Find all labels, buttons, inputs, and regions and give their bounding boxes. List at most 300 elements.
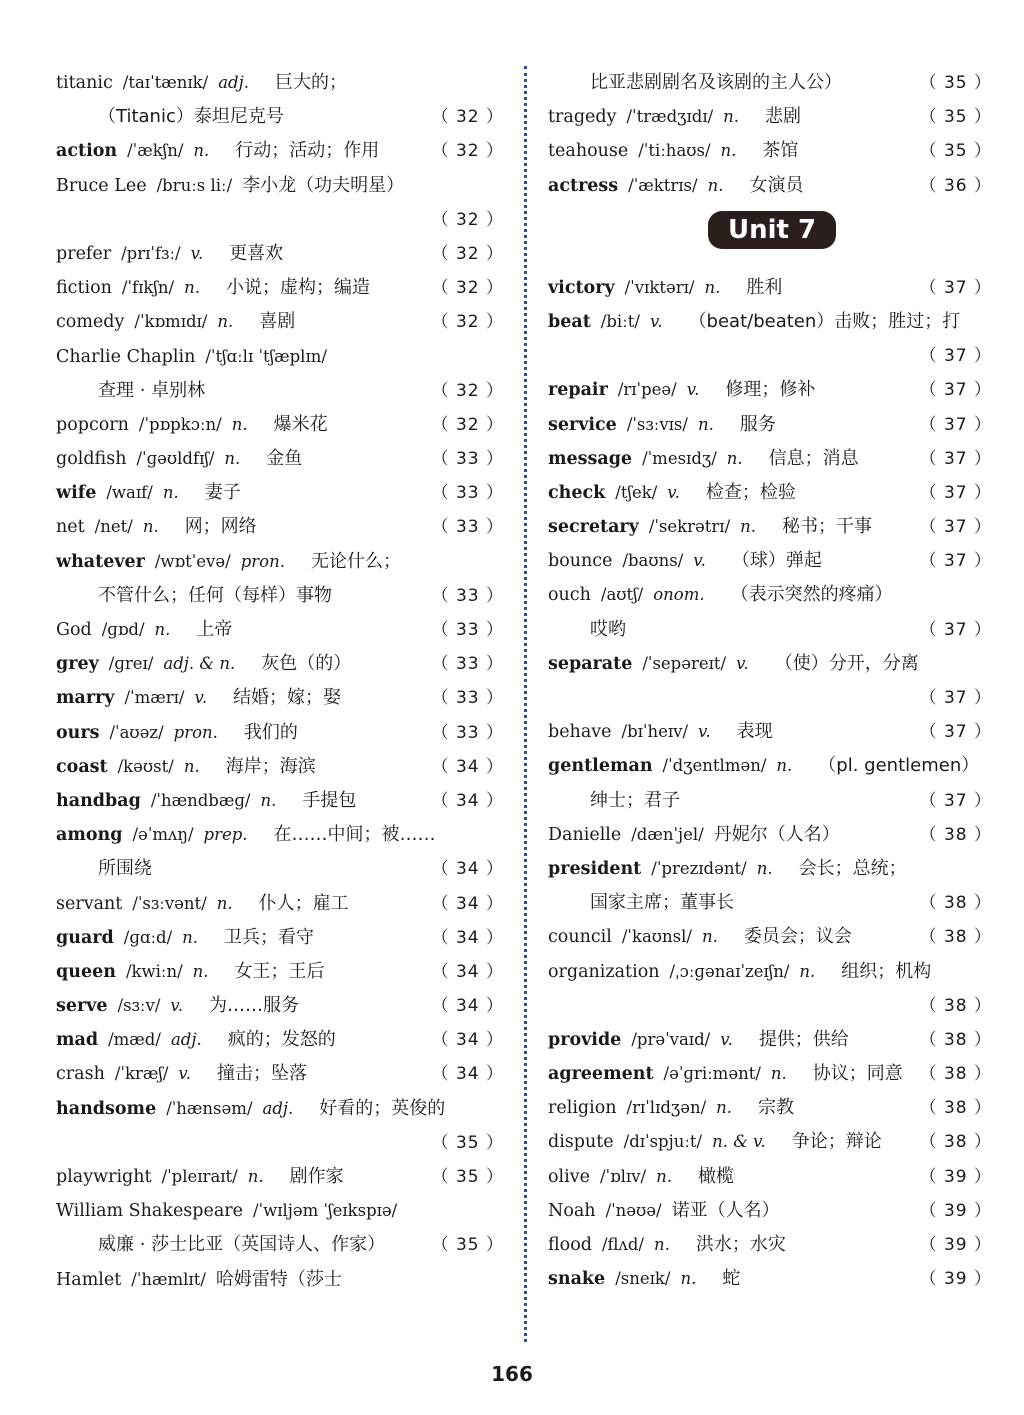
vocab-page-ref: （ 37 ）: [919, 517, 992, 538]
vocab-word: titanic: [56, 73, 113, 93]
vocab-entry: [56, 545, 504, 579]
vocab-word: service: [548, 414, 617, 435]
vocab-meaning: （pl. gentlemen）: [818, 755, 980, 777]
vocab-phonetic: /ˈhæmlɪt/: [131, 1269, 206, 1289]
vocab-part-of-speech: v.: [667, 482, 680, 502]
vocab-phonetic: /tʃek/: [615, 482, 658, 502]
vocab-page-ref: （ 37 ）: [919, 448, 992, 469]
vocab-page-ref: （ 39 ）: [919, 1235, 992, 1255]
vocab-phonetic: /ˈsɜːvənt/: [132, 893, 207, 913]
vocab-entry: [548, 920, 992, 954]
vocab-part-of-speech: n.: [142, 517, 159, 537]
vocab-entry: [56, 134, 504, 168]
vocab-part-of-speech: v.: [178, 1064, 191, 1084]
vocab-word: queen: [56, 961, 116, 982]
vocab-word: message: [548, 448, 633, 469]
vocab-word: religion: [548, 1098, 617, 1119]
vocab-part-of-speech: n.: [776, 756, 793, 776]
vocab-part-of-speech: v.: [194, 688, 208, 708]
vocab-entry: [548, 544, 992, 578]
vocab-part-of-speech: n.: [231, 414, 248, 434]
vocab-meaning: 茶馆: [762, 140, 799, 162]
vocab-part-of-speech: n. & v.: [712, 1132, 766, 1152]
vocab-meaning: 剧作家: [289, 1166, 344, 1187]
vocab-part-of-speech: n.: [162, 483, 179, 503]
vocab-meaning: 李小龙（功夫明星）: [242, 174, 405, 196]
vocab-entry: [56, 169, 504, 203]
vocab-page-ref: （ 32 ）: [431, 107, 504, 128]
vocab-page-ref: （ 33 ）: [431, 483, 504, 504]
vocab-word: guard: [56, 927, 114, 948]
vocab-phonetic: /ˈnəʊə/: [605, 1200, 662, 1220]
vocab-meaning: 妻子: [204, 482, 241, 504]
vocab-page-ref: （ 39 ）: [919, 1166, 992, 1187]
vocab-page-ref: （ 39 ）: [919, 1269, 992, 1290]
vocab-word: secretary: [548, 517, 639, 538]
vocab-phonetic: /ˈkaʊnsl/: [621, 927, 692, 947]
vocab-page-ref: （ 37 ）: [919, 482, 992, 503]
vocab-part-of-speech: n.: [247, 1167, 264, 1186]
vocab-meaning: 上帝: [196, 619, 233, 640]
vocab-part-of-speech: adj.: [170, 1030, 202, 1050]
vocab-word: serve: [56, 996, 108, 1017]
vocab-phonetic: /ˈæktrɪs/: [628, 175, 698, 195]
vocab-phonetic: /ˈmærɪ/: [124, 688, 185, 708]
vocab-page-ref: （ 33 ）: [431, 688, 504, 709]
vocab-word: dispute: [548, 1132, 614, 1153]
vocab-word: olive: [548, 1166, 590, 1187]
vocab-entry: [56, 66, 504, 100]
vocab-part-of-speech: pron.: [240, 551, 285, 571]
vocab-word: separate: [548, 653, 633, 674]
vocab-part-of-speech: pron.: [173, 722, 218, 742]
vocab-word: provide: [548, 1029, 622, 1050]
vocab-meaning: 哎哟: [590, 618, 626, 640]
vocab-page-ref: （ 32 ）: [431, 312, 504, 333]
vocab-entry: [56, 374, 504, 408]
vocab-meaning: 提供；供给: [758, 1028, 849, 1050]
vocab-meaning: 信息；消息: [768, 447, 859, 469]
vocab-meaning: （beat/beaten）击败；胜过；打: [688, 310, 961, 332]
vocab-word: mad: [56, 1030, 99, 1051]
vocab-phonetic: /flʌd/: [601, 1235, 644, 1254]
vocab-part-of-speech: n.: [726, 448, 743, 468]
vocab-entry: [548, 578, 992, 612]
vocab-page-ref: （ 33 ）: [431, 517, 504, 538]
vocab-phonetic: /ˈvɪktərɪ/: [624, 277, 695, 297]
vocab-entry: [548, 305, 992, 339]
vocab-meaning: 在……中间；被……: [273, 824, 436, 846]
vocab-part-of-speech: adj.: [262, 1098, 294, 1118]
vocab-phonetic: /ˈfɪkʃn/: [121, 278, 175, 298]
vocab-phonetic: /dænˈjel/: [631, 824, 704, 844]
vocab-meaning: 宗教: [758, 1097, 795, 1119]
vocab-part-of-speech: n.: [799, 961, 816, 981]
vocab-part-of-speech: onom.: [653, 585, 705, 605]
vocab-entry: [56, 340, 504, 374]
vocab-meaning: 卫兵；看守: [224, 926, 315, 948]
vocab-word: handsome: [56, 1098, 157, 1119]
vocab-phonetic: /prəˈvaɪd/: [631, 1029, 711, 1049]
vocab-phonetic: /əˈmʌŋ/: [132, 825, 194, 845]
unit-heading: Unit 7: [708, 211, 836, 249]
vocab-page-ref: （ 35 ）: [919, 141, 992, 162]
vocab-entry: [548, 852, 992, 886]
vocab-page-ref: （ 33 ）: [431, 654, 504, 675]
vocab-page-ref: （ 35 ）: [431, 1235, 504, 1256]
vocab-phonetic: /net/: [94, 517, 133, 537]
vocab-word: fiction: [56, 278, 112, 299]
vocab-entry: [56, 100, 504, 134]
vocab-entry: [548, 373, 992, 407]
vocab-word: prefer: [56, 243, 112, 264]
vocab-meaning: 疯的；发怒的: [227, 1029, 336, 1051]
vocab-page-ref: （ 33 ）: [431, 722, 504, 743]
vocab-entry: [548, 100, 992, 134]
vocab-phonetic: /taɪˈtænɪk/: [122, 73, 209, 92]
vocab-entry: [548, 408, 992, 442]
vocab-page-ref: （ 35 ）: [431, 1167, 504, 1187]
vocab-phonetic: /ˈsɜːvɪs/: [626, 414, 688, 434]
vocab-meaning: （球）弹起: [731, 550, 822, 572]
vocab-page-ref: （ 37 ）: [919, 346, 992, 367]
vocab-meaning: 撞击；坠落: [217, 1063, 307, 1085]
vocab-phonetic: /ɡɑːd/: [123, 927, 173, 947]
vocab-meaning: 行动；活动；作用: [235, 140, 380, 162]
vocab-page-ref: （ 37 ）: [919, 277, 992, 298]
vocab-entry: [548, 1262, 992, 1296]
vocab-entry: [56, 476, 504, 510]
vocab-meaning: 协议；同意: [812, 1063, 903, 1085]
vocab-entry: [548, 886, 992, 920]
vocab-entry: [548, 1160, 992, 1194]
vocab-word: agreement: [548, 1064, 654, 1085]
vocab-entry: [56, 989, 504, 1023]
vocab-part-of-speech: n.: [193, 141, 210, 161]
vocab-word: marry: [56, 688, 115, 709]
vocab-entry: [548, 989, 992, 1023]
vocab-part-of-speech: v.: [190, 243, 204, 263]
vocab-part-of-speech: n.: [260, 790, 277, 810]
vocab-word: bounce: [548, 551, 613, 572]
vocab-word: check: [548, 482, 606, 503]
vocab-meaning: 女王；王后: [234, 960, 325, 982]
vocab-meaning: 更喜欢: [229, 242, 284, 264]
vocab-page-ref: （ 38 ）: [919, 824, 992, 845]
left-column: [56, 66, 504, 1297]
vocab-entry: [56, 1126, 504, 1160]
vocab-word: God: [56, 620, 92, 640]
vocab-entry: [548, 510, 992, 544]
vocab-meaning: 争论；辩论: [791, 1131, 882, 1153]
vocab-part-of-speech: n.: [707, 175, 724, 195]
vocab-page-ref: （ 38 ）: [919, 893, 992, 914]
vocab-phonetic: /ˈpɒpkɔːn/: [138, 414, 222, 434]
vocab-word: organization: [548, 961, 660, 982]
vocab-entry: [56, 716, 504, 750]
vocab-entry: [56, 203, 504, 237]
vocab-phonetic: /dɪˈspjuːt/: [623, 1132, 703, 1152]
vocab-entry: [548, 681, 992, 715]
vocab-word: whatever: [56, 551, 145, 572]
vocab-meaning: 组织；机构: [841, 960, 932, 982]
vocab-meaning: 爆米花: [273, 413, 328, 435]
vocab-meaning: 会长；总统；: [798, 857, 907, 879]
vocab-part-of-speech: adj. & n.: [163, 654, 236, 674]
vocab-page-ref: （ 32 ）: [431, 278, 504, 299]
vocab-page-ref: （ 34 ）: [431, 927, 504, 948]
vocab-entry: [548, 1228, 992, 1262]
vocab-meaning: 网；网络: [184, 516, 257, 538]
vocab-entry: [56, 442, 504, 476]
vocab-meaning: 查理 · 卓别林: [98, 379, 206, 401]
vocab-meaning: 蛇: [722, 1268, 741, 1290]
vocab-entry: [56, 613, 504, 647]
vocab-phonetic: /bɪˈheɪv/: [621, 722, 688, 742]
vocab-entry: [548, 442, 992, 476]
vocab-phonetic: /ˈmesɪdʒ/: [642, 448, 717, 468]
vocab-phonetic: /prɪˈfɜː/: [121, 243, 181, 263]
vocab-entry: [548, 1057, 992, 1091]
vocab-phonetic: /ˈtiːhaʊs/: [638, 141, 711, 161]
vocab-meaning: （使）分开，分离: [774, 652, 919, 674]
vocab-page-ref: （ 34 ）: [431, 790, 504, 811]
vocab-phonetic: /ˈɡəʊldfɪʃ/: [136, 449, 215, 469]
vocab-phonetic: /ˈækʃn/: [127, 141, 184, 161]
vocab-part-of-speech: n.: [224, 449, 241, 469]
vocab-meaning: 灰色（的）: [261, 653, 352, 675]
vocab-phonetic: /wɒtˈevə/: [154, 551, 231, 571]
vocab-part-of-speech: n.: [183, 756, 200, 776]
vocab-part-of-speech: n.: [182, 927, 199, 947]
vocab-page-ref: （ 37 ）: [919, 722, 992, 743]
vocab-phonetic: /ˈkɒmɪdɪ/: [134, 312, 208, 332]
vocab-phonetic: /ˈsekrətrɪ/: [648, 517, 731, 537]
vocab-part-of-speech: v.: [649, 311, 663, 331]
vocab-entry: [56, 1228, 504, 1262]
vocab-entry: [56, 1263, 504, 1297]
vocab-word: victory: [548, 277, 615, 298]
vocab-word: playwright: [56, 1167, 152, 1187]
vocab-entry: [56, 750, 504, 784]
vocab-page-ref: （ 34 ）: [431, 756, 504, 777]
vocab-entry: [56, 955, 504, 989]
vocab-word: action: [56, 141, 118, 162]
vocab-meaning: 检查；检验: [705, 481, 796, 503]
vocab-word: William Shakespeare: [56, 1201, 244, 1222]
vocab-word: Bruce Lee: [56, 175, 147, 196]
vocab-word: teahouse: [548, 141, 629, 162]
vocab-entry: [548, 1194, 992, 1228]
vocab-part-of-speech: n.: [217, 312, 234, 332]
vocab-word: Noah: [548, 1200, 596, 1221]
vocab-word: flood: [548, 1235, 592, 1255]
vocab-meaning: 威廉 · 莎士比亚（英国诗人、作家）: [98, 1234, 386, 1256]
vocab-entry: [548, 134, 992, 168]
vocab-meaning: 女演员: [749, 174, 804, 196]
vocab-entry: [56, 1160, 504, 1194]
vocab-page-ref: （ 37 ）: [919, 790, 992, 811]
vocab-entry: [548, 749, 992, 783]
vocab-meaning: 巨大的；: [274, 72, 347, 93]
vocab-page-ref: （ 37 ）: [919, 551, 992, 572]
vocab-entry: [56, 1023, 504, 1057]
vocab-word: Hamlet: [56, 1269, 122, 1290]
vocab-phonetic: /ˈsepəreɪt/: [642, 653, 727, 673]
vocab-phonetic: /ˈɒlɪv/: [599, 1166, 647, 1186]
vocab-meaning: 哈姆雷特（莎士: [215, 1268, 342, 1290]
vocab-phonetic: /ˈhænsəm/: [166, 1098, 253, 1118]
vocab-page-ref: （ 34 ）: [431, 961, 504, 982]
vocab-phonetic: /ˈhændbæɡ/: [150, 790, 251, 810]
vocab-meaning: 喜剧: [259, 311, 296, 333]
vocab-entry: [548, 66, 992, 100]
vocab-part-of-speech: n.: [704, 277, 721, 297]
vocab-page-ref: （ 33 ）: [431, 620, 504, 640]
vocab-word: handbag: [56, 790, 141, 811]
vocab-part-of-speech: n.: [184, 278, 200, 298]
vocab-part-of-speech: n.: [697, 414, 714, 434]
vocab-part-of-speech: v.: [736, 653, 749, 673]
vocab-entry: [548, 1091, 992, 1125]
page-number: 166: [491, 1362, 533, 1386]
vocab-page-ref: （ 37 ）: [919, 380, 992, 401]
vocab-page-ref: （ 39 ）: [919, 1200, 992, 1221]
vocab-part-of-speech: n.: [653, 1235, 670, 1254]
vocab-phonetic: /ˈkræʃ/: [114, 1064, 169, 1084]
vocab-word: comedy: [56, 312, 125, 333]
vocab-entry: [548, 818, 992, 852]
vocab-phonetic: /biːt/: [600, 311, 640, 331]
vocab-part-of-speech: n.: [720, 141, 737, 161]
vocab-part-of-speech: n.: [216, 893, 233, 913]
vocab-word: behave: [548, 722, 612, 743]
right-column-bottom: [548, 271, 992, 1297]
vocab-meaning: 绅士；君子: [590, 789, 680, 811]
vocab-part-of-speech: v.: [720, 1029, 733, 1049]
vocab-meaning: 我们的: [243, 721, 298, 743]
vocab-part-of-speech: n.: [656, 1166, 672, 1186]
vocab-page-ref: （ 35 ）: [919, 107, 992, 128]
vocab-entry: [548, 339, 992, 373]
vocab-page-ref: （ 36 ）: [919, 175, 992, 196]
vocab-phonetic: /aʊtʃ/: [600, 585, 644, 605]
vocab-phonetic: /ˈtʃɑːlɪ ˈtʃæplɪn/: [205, 346, 327, 366]
vocab-entry: [548, 169, 992, 203]
vocab-meaning: 表现: [736, 721, 773, 743]
vocab-page-ref: （ 37 ）: [919, 619, 992, 640]
vocab-entry: [56, 579, 504, 613]
vocab-page-ref: （ 34 ）: [431, 996, 504, 1017]
vocab-meaning: 悲剧: [765, 106, 802, 128]
vocab-entry: [56, 818, 504, 852]
vocab-phonetic: /ˌɔːɡənaɪˈzeɪʃn/: [669, 961, 790, 981]
vocab-word: beat: [548, 311, 591, 332]
vocab-page-ref: （ 32 ）: [431, 209, 504, 230]
vocab-part-of-speech: n.: [740, 517, 757, 537]
vocab-entry: [548, 1125, 992, 1159]
vocab-phonetic: /bruːs liː/: [156, 175, 233, 195]
vocab-page-ref: （ 37 ）: [919, 688, 992, 708]
vocab-page-ref: （ 34 ）: [431, 1030, 504, 1051]
vocab-word: ours: [56, 722, 100, 743]
vocab-entry: [548, 715, 992, 749]
vocab-word: snake: [548, 1269, 606, 1290]
vocab-part-of-speech: n.: [723, 107, 740, 127]
vocab-part-of-speech: n.: [680, 1269, 697, 1289]
vocab-part-of-speech: n.: [756, 858, 773, 878]
vocab-page-ref: （ 32 ）: [431, 380, 504, 401]
vocab-phonetic: /əˈɡriːmənt/: [663, 1064, 761, 1084]
vocab-entry: [56, 1057, 504, 1091]
vocab-part-of-speech: v.: [686, 380, 700, 400]
vocab-page-ref: （ 32 ）: [431, 414, 504, 435]
vocab-meaning: 国家主席；董事长: [590, 892, 734, 914]
vocab-meaning: 金鱼: [266, 448, 303, 470]
vocab-part-of-speech: n.: [770, 1064, 787, 1084]
vocab-phonetic: /kəʊst/: [117, 756, 174, 776]
vocab-entry: [548, 647, 992, 681]
vocab-phonetic: /ɡɒd/: [101, 620, 145, 639]
vocab-page-ref: （ 35 ）: [919, 73, 992, 93]
column-divider: [524, 66, 527, 1342]
vocab-phonetic: /sɜːv/: [117, 996, 161, 1016]
vocab-entry: [548, 784, 992, 818]
vocab-meaning: 手提包: [302, 789, 357, 811]
vocab-word: crash: [56, 1064, 105, 1085]
vocab-phonetic: /rɪˈlɪdʒən/: [626, 1098, 707, 1118]
vocab-page-ref: （ 38 ）: [919, 1029, 992, 1050]
vocab-meaning: 仆人；雇工: [258, 892, 349, 914]
vocab-part-of-speech: v.: [693, 551, 706, 571]
vocab-page-ref: （ 33 ）: [431, 449, 504, 470]
vocab-entry: [548, 1023, 992, 1057]
vocab-page-ref: （ 38 ）: [919, 1064, 992, 1085]
vocab-word: among: [56, 825, 123, 846]
vocab-meaning: 好看的；英俊的: [319, 1097, 446, 1119]
vocab-word: goldfish: [56, 449, 127, 470]
vocab-meaning: 小说；虚构；编造: [225, 277, 370, 299]
vocab-word: repair: [548, 380, 608, 401]
vocab-entry: [56, 237, 504, 271]
vocab-phonetic: /ˈaʊəz/: [109, 722, 164, 742]
vocab-meaning: 为……服务: [209, 995, 299, 1017]
vocab-word: gentleman: [548, 756, 653, 777]
vocab-meaning: 胜利: [746, 276, 783, 298]
vocab-word: net: [56, 517, 85, 538]
vocab-phonetic: /ˈpleɪraɪt/: [161, 1167, 238, 1186]
vocab-entry: [56, 1092, 504, 1126]
vocab-word: popcorn: [56, 414, 129, 435]
vocab-phonetic: /ˈtrædʒɪdɪ/: [626, 107, 714, 127]
vocab-phonetic: /rɪˈpeə/: [617, 380, 677, 400]
vocab-meaning: 洪水；水灾: [695, 1234, 786, 1255]
vocab-phonetic: /ˈprezɪdənt/: [651, 858, 747, 878]
vocab-part-of-speech: n.: [192, 961, 209, 981]
vocab-page-ref: （ 34 ）: [431, 1064, 504, 1085]
vocab-page-ref: （ 38 ）: [919, 995, 992, 1016]
vocab-word: wife: [56, 483, 97, 504]
vocab-meaning: 修理；修补: [725, 379, 816, 401]
vocab-part-of-speech: n.: [701, 927, 718, 947]
vocab-entry: [548, 476, 992, 510]
vocab-part-of-speech: adj.: [218, 73, 249, 92]
vocab-entry: [56, 921, 504, 955]
vocab-part-of-speech: v.: [170, 996, 183, 1016]
vocab-entry: [56, 510, 504, 544]
vocab-meaning: （表示突然的疼痛）: [730, 584, 893, 606]
vocab-entry: [56, 681, 504, 715]
